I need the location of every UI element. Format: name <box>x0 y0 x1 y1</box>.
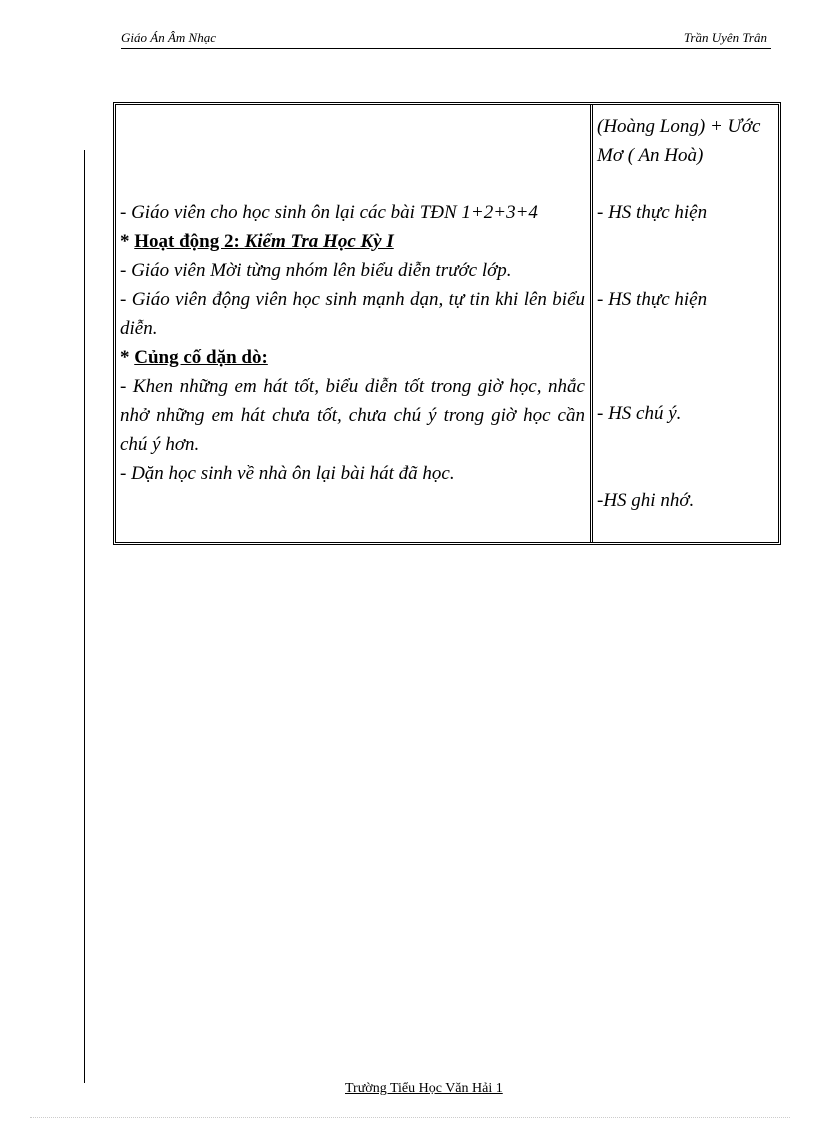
page-bottom-dotted-rule <box>30 1117 790 1118</box>
review-paragraph: - Giáo viên cho học sinh ôn lại các bài TĐN 1+2+3+4 <box>120 202 538 223</box>
margin-rule <box>84 150 85 1083</box>
consolidation-label: Củng cố dặn dò: <box>134 347 268 368</box>
encourage-paragraph: - Giáo viên động viên học sinh mạnh dạn, tự tin khi lên biểu diễn. <box>120 289 585 339</box>
praise-paragraph: - Khen những em hát tốt, biểu diễn tốt trong giờ học, nhắc nhở những em hát chưa tốt, chưa chú ý trong giờ học cần chú ý hơn. <box>120 376 585 455</box>
homework-paragraph: - Dặn học sinh về nhà ôn lại bài hát đã học. <box>120 463 455 484</box>
student-activity-remember: -HS ghi nhớ. <box>597 490 695 511</box>
teacher-activities-cell <box>120 198 585 488</box>
activity-2-title: Kiểm Tra Học Kỳ I <box>244 231 394 252</box>
page-footer: Trường Tiểu Học Văn Hải 1 <box>345 1081 503 1096</box>
header-author: Trần Uyên Trân <box>683 30 767 45</box>
lesson-table <box>113 102 781 545</box>
student-activity-songs: (Hoàng Long) + Ước Mơ ( An Hoà) <box>597 116 761 166</box>
activity-2-heading: * Hoạt động 2: Kiểm Tra Học Kỳ I <box>120 231 394 252</box>
column-divider <box>590 105 593 542</box>
header-subject: Giáo Án Âm Nhạc <box>121 30 216 45</box>
activity-2-label: Hoạt động 2: <box>134 231 240 252</box>
page-header <box>121 26 771 49</box>
student-activity-perform-1: - HS thực hiện <box>597 202 708 223</box>
student-activity-perform-2: - HS thực hiện <box>597 289 708 310</box>
invite-groups-paragraph: - Giáo viên Mời từng nhóm lên biểu diễn trước lớp. <box>120 260 512 281</box>
student-activity-attention: - HS chú ý. <box>597 403 682 424</box>
consolidation-heading: * Củng cố dặn dò: <box>120 347 268 368</box>
